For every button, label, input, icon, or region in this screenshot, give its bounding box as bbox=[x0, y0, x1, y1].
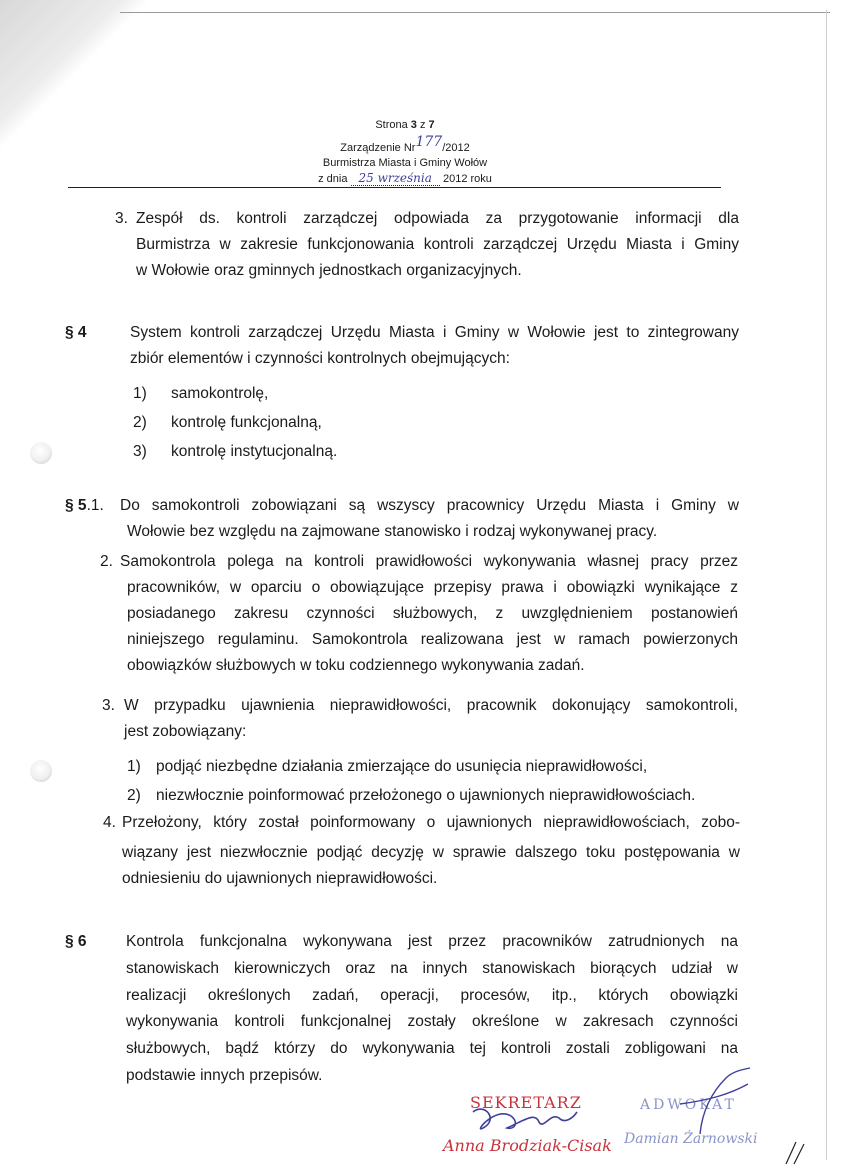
section-4-list bbox=[133, 379, 693, 466]
lawyer-stamp-name: Damian Żarnowski bbox=[624, 1131, 758, 1147]
header-rule bbox=[68, 187, 721, 188]
page-number: Strona 3 z 7 bbox=[375, 119, 435, 131]
section-marker: § 4 bbox=[65, 324, 87, 341]
order-issuer: Burmistrza Miasta i Gminy Wołów bbox=[322, 157, 488, 169]
paragraph-number: 4. bbox=[103, 814, 116, 831]
scan-right-edge bbox=[826, 10, 827, 1160]
section-5-paragraph-3: W przypadku ujawnienia nieprawidłowości, pracownik dokonujący samokontroli, jest zobowiązany: bbox=[124, 697, 738, 740]
section-5-paragraph-1: Do samokontroli zobowiązani są wszyscy pracownicy Urzędu Miasta i Gminy w bbox=[120, 497, 739, 514]
section-marker: § 5.1. bbox=[65, 497, 104, 514]
lawyer-stamp-title: ADWOKAT bbox=[640, 1097, 737, 1113]
paragraph-number: 3. bbox=[102, 697, 115, 714]
paragraph-number: 3. bbox=[115, 210, 128, 227]
order-date: z dnia 25 września 2012 roku bbox=[318, 171, 492, 185]
page-corner-fold bbox=[0, 0, 150, 150]
section-5-paragraph-4: wiązany jest niezwłocznie podjąć decyzję w sprawie dalszego toku postępowania w odniesieniu do ujawnionych nieprawidłowości. bbox=[122, 844, 740, 887]
section-5-paragraph-2: pracowników, w oparciu o obowiązujące przepisy prawa i obowiązki wynikające z posiadanego zakresu czynności służbowych, z uwzględnieniem postanowień niniejszego regulaminu. Samokontrola realizowana jest w ramach powierzonych obowiązków służbowych w toku codziennego wykonywania zadań. bbox=[127, 579, 738, 674]
list-item: 2) niezwłocznie poinformować przełożonego o ujawnionych nieprawidłowościach. bbox=[127, 787, 696, 804]
section-6-text: Kontrola funkcjonalna wykonywana jest przez pracowników zatrudnionych na stanowiskach kierowniczych oraz na innych stanowiskach biorących udział w realizacji określonych zadań, operacji, procesów, itp., których obowiązki wykonywania kontroli funkcjonalnej zostały określone w zakresach czynności służbowych, bądź którzy do wykonywania tej kontroli zostali zobligowani na podstawie innych przepisów. bbox=[126, 933, 738, 1084]
paragraph-number: 2. bbox=[100, 553, 113, 570]
punch-hole bbox=[30, 442, 52, 464]
section-4-text: System kontroli zarządczej Urzędu Miasta i Gminy w Wołowie jest to zintegrowany zbiór elementów i czynności kontrolnych obejmujących: bbox=[130, 324, 739, 367]
punch-hole bbox=[30, 760, 52, 782]
list-item: 1) samokontrolę, bbox=[133, 385, 269, 402]
section-marker: § 6 bbox=[65, 933, 87, 950]
list-item: 1) podjąć niezbędne działania zmierzające do usunięcia nieprawidłowości, bbox=[127, 758, 648, 775]
list-item: 3) kontrolę instytucjonalną. bbox=[133, 443, 338, 460]
order-number: Zarządzenie Nr177/2012 bbox=[340, 134, 470, 154]
pen-mark bbox=[780, 1138, 810, 1166]
document-header bbox=[280, 118, 530, 187]
secretary-stamp-title: SEKRETARZ bbox=[470, 1093, 582, 1112]
paragraph-3: Zespół ds. kontroli zarządczej odpowiada za przygotowanie informacji dla Burmistrza w zakresie funkcjonowania kontroli zarządczej Urzędu Miasta i Gminy w Wołowie oraz gminnych jednostkach organizacyjnych. bbox=[136, 210, 739, 279]
section-5-list bbox=[127, 752, 739, 810]
secretary-stamp-name: Anna Brodziak-Cisak bbox=[443, 1136, 612, 1155]
scan-top-edge bbox=[120, 12, 830, 13]
secretary-signature bbox=[455, 1098, 595, 1138]
section-5-paragraph-1-cont: Wołowie bez względu na zajmowane stanowisko i rodzaj wykonywanej pracy. bbox=[127, 523, 658, 540]
list-item: 2) kontrolę funkcjonalną, bbox=[133, 414, 322, 431]
